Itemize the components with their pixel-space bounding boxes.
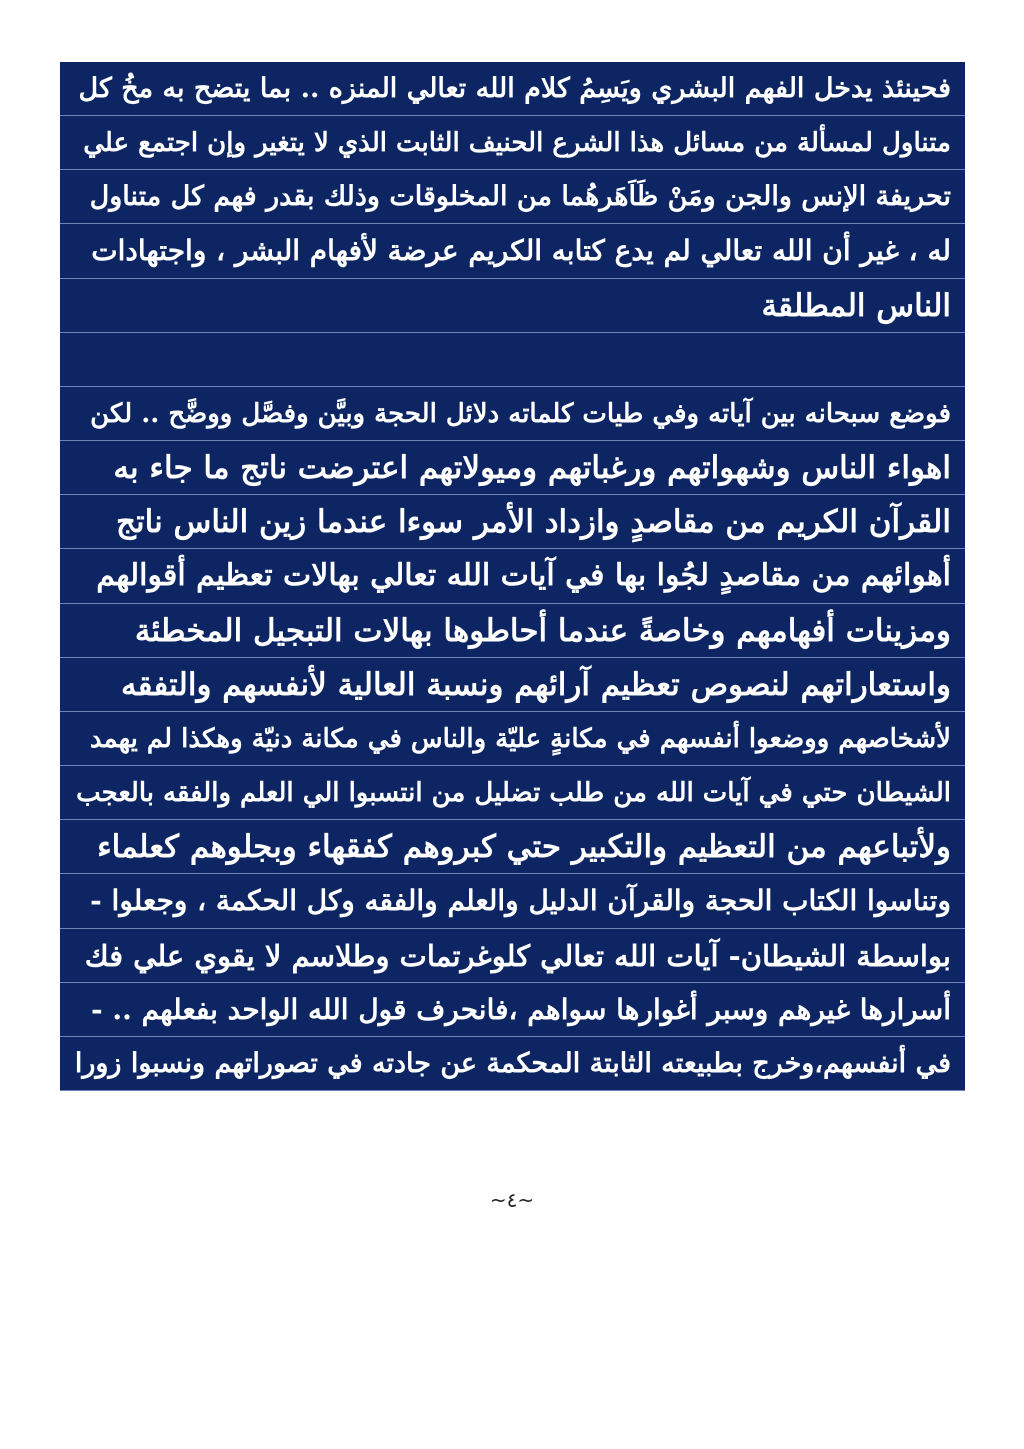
text-line: ومزينات أفهامهم وخاصةً عندما أحاطوها بهالات التبجيل المخطئة [60,604,965,658]
text-line: فحينئذ يدخل الفهم البشري ويَسِمُ كلام الله تعالي المنزه .. بما يتضح به مخُ كل [60,62,965,116]
text-line: القرآن الكريم من مقاصدٍ وازداد الأمر سوءا عندما زين الناس ناتج [60,495,965,549]
text-panel [60,62,965,1091]
text-line: متناول لمسألة من مسائل هذا الشرع الحنيف الثابت الذي لا يتغير وإن اجتمع علي [60,116,965,170]
text-line: بواسطة الشيطان- آيات الله تعالي كلوغرتمات وطلاسم لا يقوي علي فك [60,929,965,983]
text-line: في أنفسهم،وخرج بطبيعته الثابتة المحكمة عن جادته في تصوراتهم ونسبوا زورا [60,1037,965,1091]
text-line: له ، غير أن الله تعالي لم يدع كتابه الكريم عرضة لأفهام البشر ، واجتهادات [60,224,965,278]
text-line: الشيطان حتي في آيات الله من طلب تضليل من انتسبوا الي العلم والفقه بالعجب [60,766,965,820]
text-line: الناس المطلقة [60,279,965,333]
text-line: ولأتباعهم من التعظيم والتكبير حتي كبروهم كفقهاء وبجلوهم كعلماء [60,820,965,874]
text-line: واستعاراتهم لنصوص تعظيم آرائهم ونسبة العالية لأنفسهم والتفقه [60,658,965,712]
text-line: اهواء الناس وشهواتهم ورغباتهم وميولاتهم اعترضت ناتج ما جاء به [60,441,965,495]
text-line: لأشخاصهم ووضعوا أنفسهم في مكانةٍ عليّة والناس في مكانة دنيّة وهكذا لم يهمد [60,712,965,766]
text-line: أهوائهم من مقاصدٍ لجُوا بها في آيات الله تعالي بهالات تعظيم أقوالهم [60,549,965,603]
text-line: تحريفة الإنس والجن ومَنْ ظَاَهَرهُما من المخلوقات وذلك بقدر فهم كل متناول [60,170,965,224]
text-line: وتناسوا الكتاب الحجة والقرآن الدليل والعلم والفقه وكل الحكمة ، وجعلوا - [60,874,965,928]
text-line: فوضع سبحانه بين آياته وفي طيات كلماته دلائل الحجة وبيَّن وفصَّل ووضَّح .. لكن [60,387,965,441]
text-line: أسرارها غيرهم وسبر أغوارها سواهم ،فانحرف قول الله الواحد بفعلهم .. - [60,983,965,1037]
page-number: ~٤~ [489,1188,535,1212]
paragraph-gap [60,333,965,387]
